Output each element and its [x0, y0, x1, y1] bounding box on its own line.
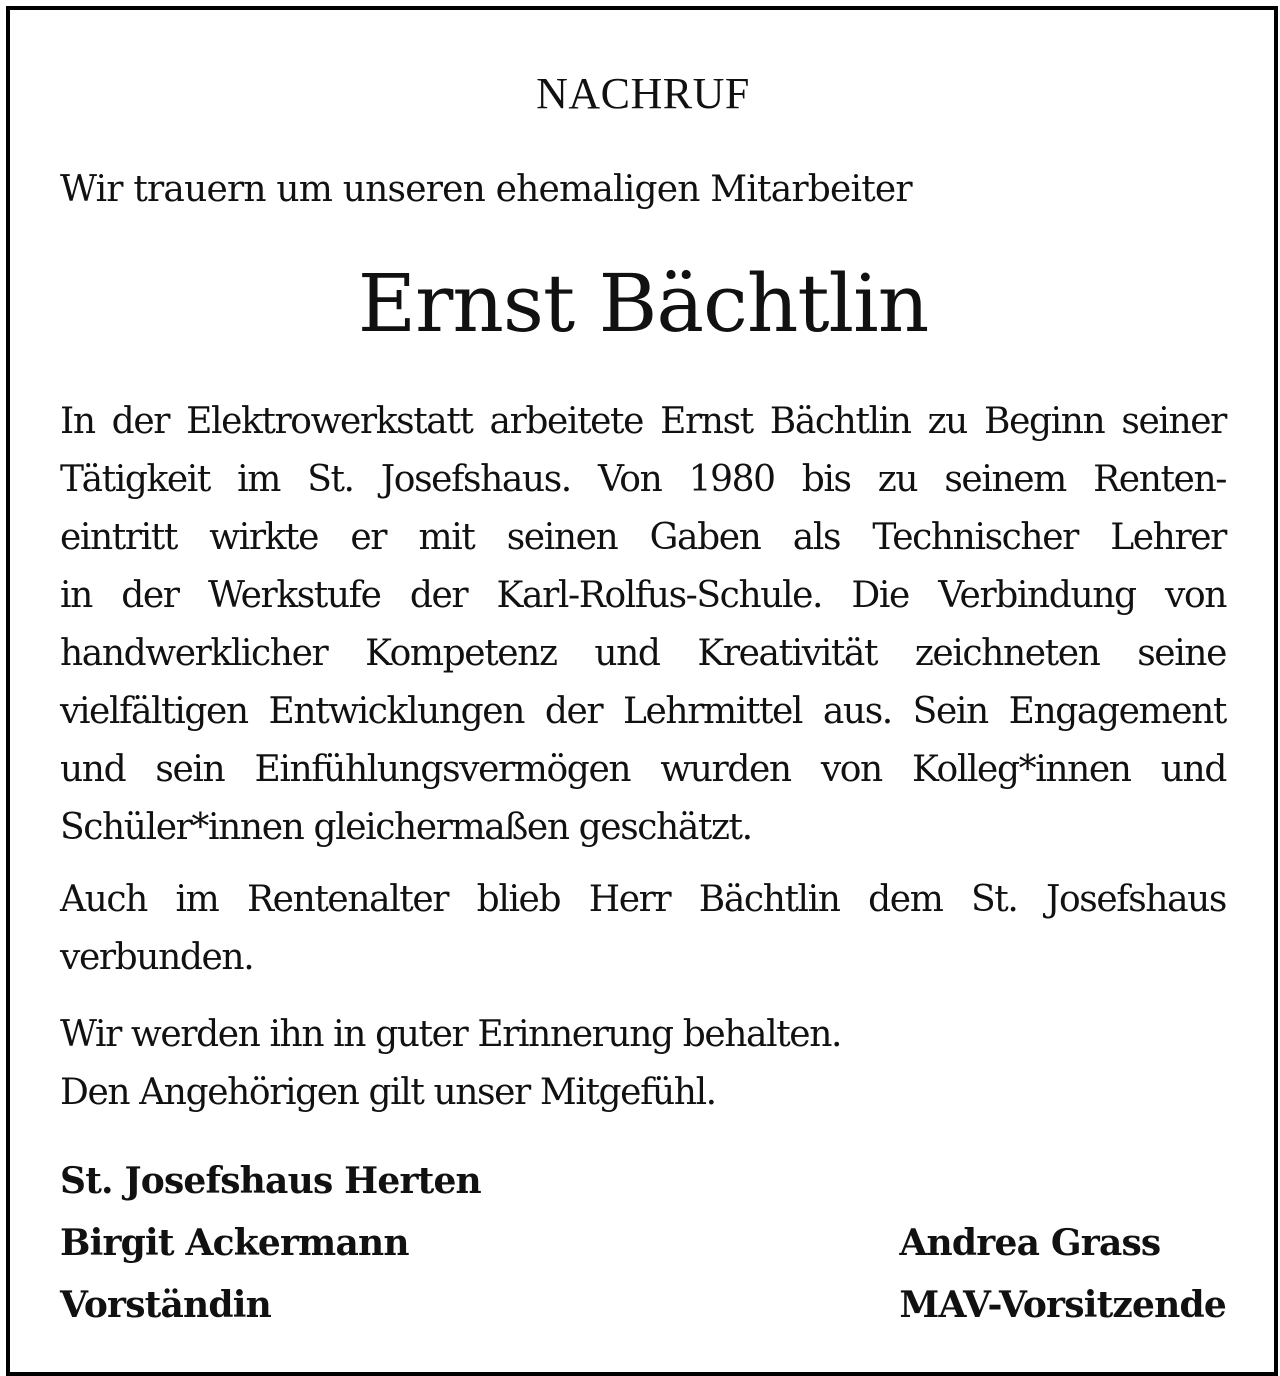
condolence-line: Wir werden ihn in guter Erinnerung behalten. [60, 1014, 842, 1055]
notice-heading: NACHRUF [536, 69, 750, 118]
signatory-left-name: Birgit Ackermann [60, 1222, 409, 1264]
biography-line: und sein Einfühlungsvermögen wurden von Kolleg*innen und [60, 749, 1226, 790]
condolence-paragraph [60, 1006, 1226, 1122]
retirement-line: verbunden. [60, 937, 254, 978]
biography-line: in der Werkstufe der Karl-Rolfus-Schule. Die Verbindung von [60, 575, 1226, 616]
biography-paragraph [60, 393, 1226, 857]
signatory-right [899, 1212, 1226, 1336]
biography-line: In der Elektrowerkstatt arbeitete Ernst Bächtlin zu Beginn seiner [60, 401, 1226, 442]
intro-line: Wir trauern um unseren ehemaligen Mitarbeiter [60, 169, 912, 210]
signatory-right-name: Andrea Grass [899, 1222, 1161, 1264]
condolence-line: Den Angehörigen gilt unser Mitgefühl. [60, 1072, 716, 1113]
retirement-paragraph [60, 871, 1226, 987]
signatory-left-role: Vorständin [60, 1284, 272, 1326]
biography-line: eintritt wirkte er mit seinen Gaben als Technischer Lehrer [60, 517, 1226, 558]
signatory-right-role: MAV-Vorsitzende [899, 1284, 1226, 1326]
signatory-left [60, 1212, 409, 1336]
biography-line: vielfältigen Entwicklungen der Lehrmittel aus. Sein Engagement [60, 691, 1226, 732]
retirement-line: Auch im Rentenalter blieb Herr Bächtlin dem St. Josefshaus [60, 879, 1226, 920]
biography-line: handwerklicher Kompetenz und Kreativität zeichneten seine [60, 633, 1226, 674]
obituary-frame [6, 6, 1278, 1376]
deceased-name: Ernst Bächtlin [357, 257, 929, 350]
organization-name: St. Josefshaus Herten [60, 1160, 481, 1202]
biography-line: Tätigkeit im St. Josefshaus. Von 1980 bis zu seinem Renten- [60, 459, 1226, 500]
biography-line: Schüler*innen gleichermaßen geschätzt. [60, 807, 752, 848]
